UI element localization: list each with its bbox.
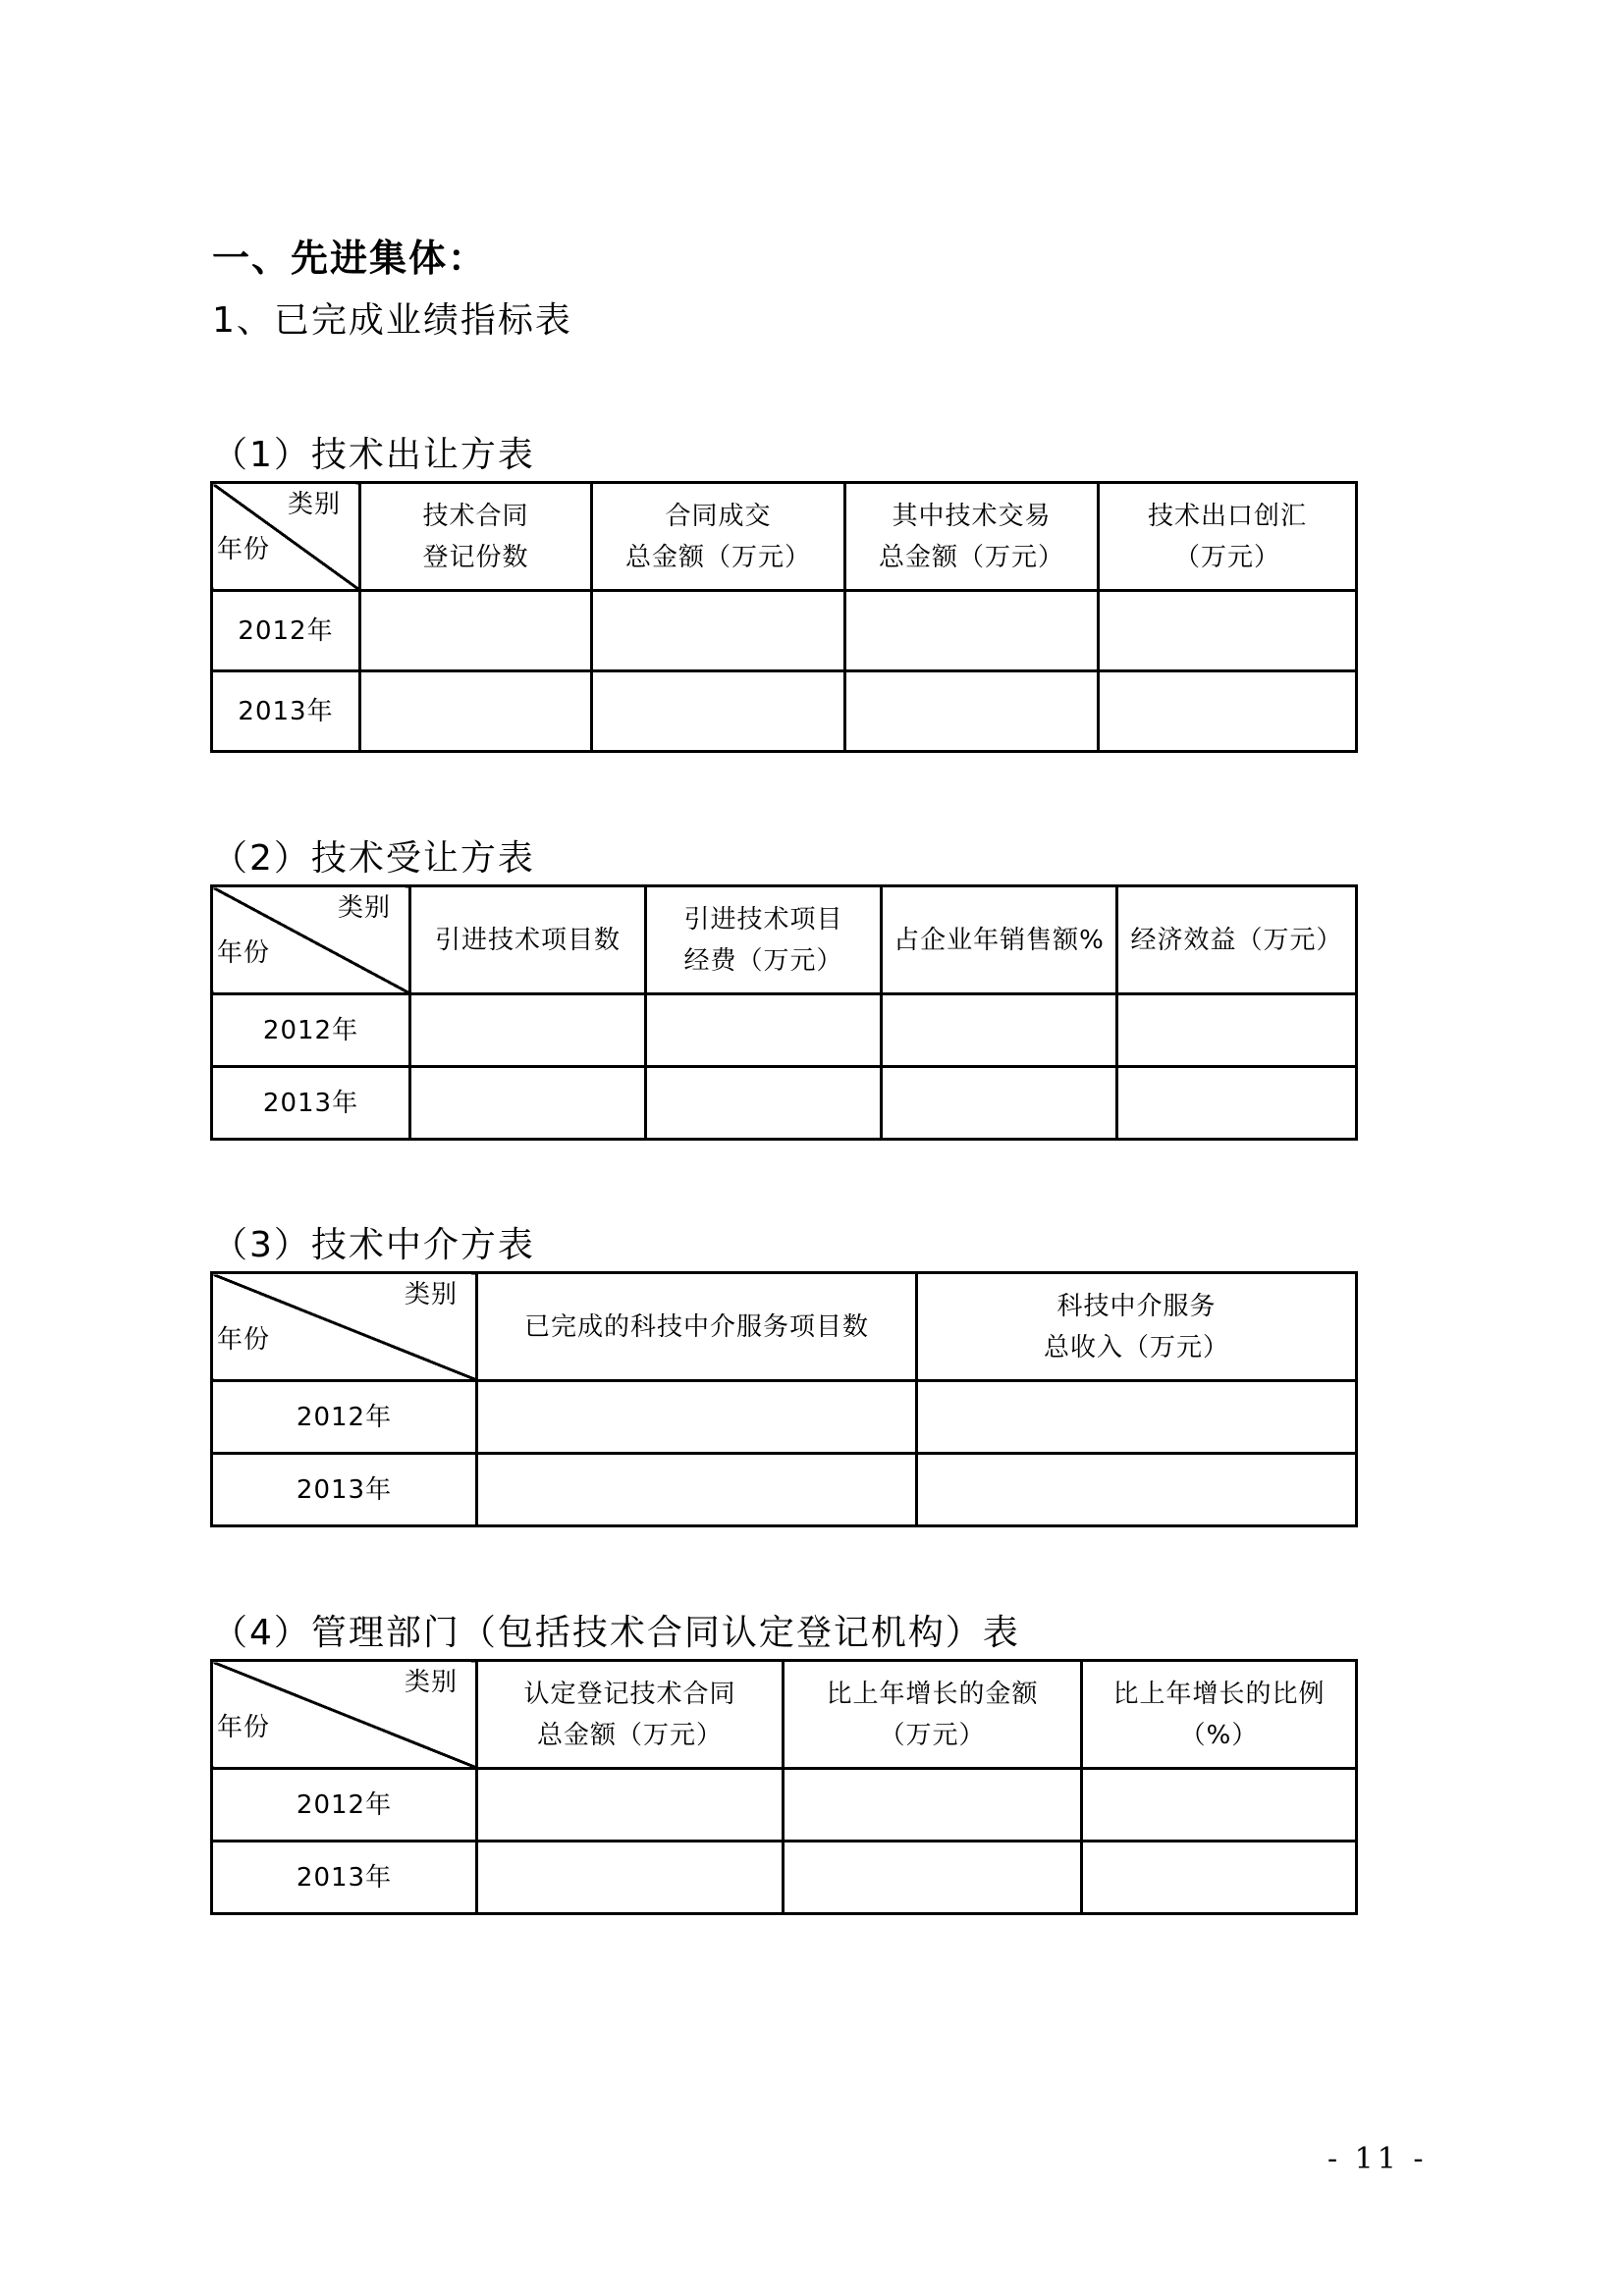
table-1-data-cell[interactable] [360,671,592,752]
table-3 [210,1271,1358,1527]
table-1-data-cell[interactable] [1099,671,1357,752]
table-4-corner [212,1661,477,1769]
table-4-title: （4）管理部门（包括技术合同认定登记机构）表 [212,1613,1020,1653]
table-4-col-header: 比上年增长的比例 （%） [1082,1661,1357,1769]
corner-year-label: 年份 [217,938,271,968]
corner-year-label: 年份 [217,535,271,564]
table-2-col-header: 引进技术项目数 [410,886,646,994]
table-1-data-cell[interactable] [845,671,1099,752]
table-2-col-header: 经济效益（万元） [1117,886,1357,994]
table-3-title: （3）技术中介方表 [212,1225,535,1265]
table-4-data-cell[interactable] [477,1842,784,1914]
table-1-col-header: 其中技术交易 总金额（万元） [845,483,1099,591]
table-3-data-cell[interactable] [917,1381,1357,1454]
table-3-data-cell[interactable] [477,1454,917,1526]
table-2 [210,884,1358,1141]
table-3-col-header: 已完成的科技中介服务项目数 [477,1273,917,1381]
table-2-data-cell[interactable] [410,994,646,1067]
corner-year-label: 年份 [217,1713,271,1742]
table-4-col-header: 比上年增长的金额 （万元） [784,1661,1082,1769]
table-4-data-cell[interactable] [1082,1769,1357,1842]
table-1-data-cell[interactable] [845,591,1099,671]
corner-category-label: 类别 [404,1280,458,1309]
table-1-data-cell[interactable] [592,591,845,671]
table-3-data-cell[interactable] [917,1454,1357,1526]
table-2-data-cell[interactable] [1117,994,1357,1067]
table-2-data-cell[interactable] [882,994,1117,1067]
table-3-data-cell[interactable] [477,1381,917,1454]
table-1-title: （1）技术出让方表 [212,435,535,475]
corner-category-label: 类别 [404,1668,458,1697]
table-1-data-cell[interactable] [1099,591,1357,671]
table-3-corner [212,1273,477,1381]
table-2-year-cell: 2012年 [212,994,410,1067]
table-4-year-cell: 2013年 [212,1842,477,1914]
corner-category-label: 类别 [287,490,341,519]
table-4-data-cell[interactable] [784,1842,1082,1914]
section-heading: 一、先进集体： [212,237,488,280]
table-2-data-cell[interactable] [882,1067,1117,1140]
table-2-title: （2）技术受让方表 [212,838,535,879]
table-1-col-header: 技术合同 登记份数 [360,483,592,591]
table-2-data-cell[interactable] [646,994,882,1067]
table-1-col-header: 技术出口创汇 （万元） [1099,483,1357,591]
table-4-year-cell: 2012年 [212,1769,477,1842]
table-3-year-cell: 2013年 [212,1454,477,1526]
table-4-data-cell[interactable] [1082,1842,1357,1914]
page-number: - 11 - [1327,2142,1428,2176]
table-2-col-header: 引进技术项目 经费（万元） [646,886,882,994]
corner-category-label: 类别 [337,893,391,923]
table-1-year-cell: 2013年 [212,671,360,752]
table-1-col-header: 合同成交 总金额（万元） [592,483,845,591]
section-subheading: 1、已完成业绩指标表 [212,300,572,341]
table-2-corner [212,886,410,994]
table-2-data-cell[interactable] [646,1067,882,1140]
table-1-corner [212,483,360,591]
table-2-data-cell[interactable] [410,1067,646,1140]
table-1 [210,481,1358,753]
table-4-data-cell[interactable] [784,1769,1082,1842]
table-4-col-header: 认定登记技术合同 总金额（万元） [477,1661,784,1769]
table-4 [210,1659,1358,1915]
table-1-data-cell[interactable] [592,671,845,752]
table-4-data-cell[interactable] [477,1769,784,1842]
table-1-year-cell: 2012年 [212,591,360,671]
table-2-data-cell[interactable] [1117,1067,1357,1140]
table-2-year-cell: 2013年 [212,1067,410,1140]
table-3-col-header: 科技中介服务 总收入（万元） [917,1273,1357,1381]
table-2-col-header: 占企业年销售额% [882,886,1117,994]
corner-year-label: 年份 [217,1325,271,1355]
table-3-year-cell: 2012年 [212,1381,477,1454]
table-1-data-cell[interactable] [360,591,592,671]
